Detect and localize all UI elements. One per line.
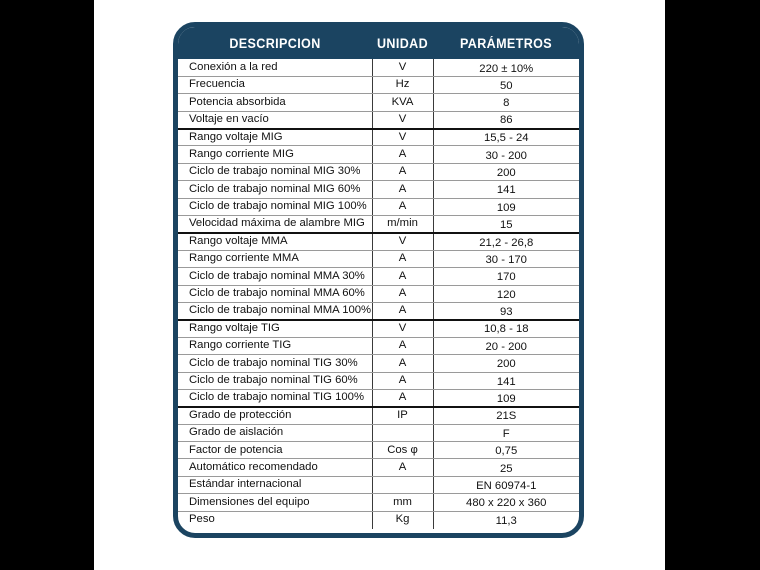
cell-parameter: 25 xyxy=(433,459,579,476)
cell-parameter: 30 - 170 xyxy=(433,250,579,267)
cell-description: Grado de protección xyxy=(178,407,372,424)
cell-description: Dimensiones del equipo xyxy=(178,494,372,511)
table-row xyxy=(178,389,579,406)
table-row xyxy=(178,111,579,128)
cell-description: Ciclo de trabajo nominal MMA 30% xyxy=(178,268,372,285)
cell-unit: V xyxy=(372,129,433,146)
table-row xyxy=(178,511,579,528)
table-row xyxy=(178,198,579,215)
cell-description: Rango corriente MIG xyxy=(178,146,372,163)
specification-table xyxy=(178,59,579,529)
cell-description: Rango voltaje MIG xyxy=(178,129,372,146)
cell-unit: A xyxy=(372,302,433,319)
table-row xyxy=(178,494,579,511)
cell-parameter: 93 xyxy=(433,302,579,319)
cell-unit: Kg xyxy=(372,511,433,528)
cell-unit: A xyxy=(372,163,433,180)
cell-parameter: 109 xyxy=(433,389,579,406)
cell-parameter: 8 xyxy=(433,94,579,111)
cell-parameter: 109 xyxy=(433,198,579,215)
table-row xyxy=(178,216,579,233)
cell-unit: Hz xyxy=(372,76,433,93)
cell-parameter: 200 xyxy=(433,355,579,372)
specification-card xyxy=(173,22,584,538)
letterbox-bar-left xyxy=(0,0,94,570)
cell-description: Rango corriente TIG xyxy=(178,337,372,354)
cell-parameter: 141 xyxy=(433,181,579,198)
cell-description: Ciclo de trabajo nominal TIG 100% xyxy=(178,389,372,406)
cell-description: Grado de aislación xyxy=(178,424,372,441)
cell-parameter: 86 xyxy=(433,111,579,128)
cell-parameter: 141 xyxy=(433,372,579,389)
cell-parameter: 15,5 - 24 xyxy=(433,129,579,146)
cell-parameter: 480 x 220 x 360 xyxy=(433,494,579,511)
cell-description: Conexión a la red xyxy=(178,59,372,76)
cell-unit: A xyxy=(372,355,433,372)
cell-description: Rango corriente MMA xyxy=(178,250,372,267)
cell-parameter: 21,2 - 26,8 xyxy=(433,233,579,250)
cell-unit: KVA xyxy=(372,94,433,111)
cell-parameter: 15 xyxy=(433,216,579,233)
cell-description: Estándar internacional xyxy=(178,476,372,493)
cell-parameter: 30 - 200 xyxy=(433,146,579,163)
cell-description: Voltaje en vacío xyxy=(178,111,372,128)
cell-description: Rango voltaje MMA xyxy=(178,233,372,250)
table-row xyxy=(178,285,579,302)
column-header-unit: UNIDAD xyxy=(376,35,429,51)
cell-description: Ciclo de trabajo nominal MIG 100% xyxy=(178,198,372,215)
cell-unit: V xyxy=(372,59,433,76)
cell-unit: m/min xyxy=(372,216,433,233)
cell-unit xyxy=(372,476,433,493)
cell-parameter: 21S xyxy=(433,407,579,424)
cell-parameter: EN 60974-1 xyxy=(433,476,579,493)
cell-parameter: 200 xyxy=(433,163,579,180)
table-body xyxy=(178,59,579,529)
table-row xyxy=(178,76,579,93)
cell-description: Ciclo de trabajo nominal TIG 30% xyxy=(178,355,372,372)
cell-parameter: 0,75 xyxy=(433,442,579,459)
cell-description: Peso xyxy=(178,511,372,528)
table-row xyxy=(178,59,579,76)
table-row xyxy=(178,250,579,267)
table-row xyxy=(178,459,579,476)
cell-description: Factor de potencia xyxy=(178,442,372,459)
table-row xyxy=(178,355,579,372)
cell-description: Potencia absorbida xyxy=(178,94,372,111)
table-row xyxy=(178,372,579,389)
cell-unit: A xyxy=(372,250,433,267)
table-row xyxy=(178,407,579,424)
table-row xyxy=(178,163,579,180)
table-row xyxy=(178,181,579,198)
cell-parameter: 220 ± 10% xyxy=(433,59,579,76)
cell-unit: A xyxy=(372,389,433,406)
table-row xyxy=(178,233,579,250)
table-row xyxy=(178,320,579,337)
table-row xyxy=(178,146,579,163)
cell-unit: V xyxy=(372,320,433,337)
cell-unit: mm xyxy=(372,494,433,511)
column-header-description: DESCRIPCION xyxy=(229,35,321,51)
table-row xyxy=(178,94,579,111)
cell-parameter: 20 - 200 xyxy=(433,337,579,354)
cell-unit: A xyxy=(372,372,433,389)
cell-unit: A xyxy=(372,146,433,163)
cell-unit: A xyxy=(372,268,433,285)
cell-description: Ciclo de trabajo nominal TIG 60% xyxy=(178,372,372,389)
cell-unit: A xyxy=(372,337,433,354)
cell-unit xyxy=(372,424,433,441)
cell-unit: V xyxy=(372,233,433,250)
cell-description: Frecuencia xyxy=(178,76,372,93)
cell-unit: A xyxy=(372,181,433,198)
cell-parameter: 50 xyxy=(433,76,579,93)
table-row xyxy=(178,337,579,354)
cell-description: Ciclo de trabajo nominal MMA 100% xyxy=(178,302,372,319)
cell-unit: A xyxy=(372,198,433,215)
column-header-parameter: PARÁMETROS xyxy=(459,35,553,51)
cell-unit: IP xyxy=(372,407,433,424)
image-canvas xyxy=(94,0,665,570)
table-row xyxy=(178,442,579,459)
cell-description: Velocidad máxima de alambre MIG xyxy=(178,216,372,233)
cell-description: Ciclo de trabajo nominal MIG 30% xyxy=(178,163,372,180)
table-row xyxy=(178,268,579,285)
cell-parameter: F xyxy=(433,424,579,441)
table-row xyxy=(178,424,579,441)
cell-unit: V xyxy=(372,111,433,128)
letterbox-bar-right xyxy=(665,0,760,570)
cell-parameter: 120 xyxy=(433,285,579,302)
table-row xyxy=(178,476,579,493)
cell-description: Rango voltaje TIG xyxy=(178,320,372,337)
cell-description: Ciclo de trabajo nominal MMA 60% xyxy=(178,285,372,302)
cell-parameter: 170 xyxy=(433,268,579,285)
cell-unit: A xyxy=(372,459,433,476)
cell-parameter: 11,3 xyxy=(495,515,517,528)
table-row xyxy=(178,302,579,319)
cell-parameter: 10,8 - 18 xyxy=(433,320,579,337)
cell-unit: Cos φ xyxy=(372,442,433,459)
cell-unit: A xyxy=(372,285,433,302)
cell-description: Automático recomendado xyxy=(178,459,372,476)
cell-description: Ciclo de trabajo nominal MIG 60% xyxy=(178,181,372,198)
table-header-row xyxy=(178,27,579,59)
table-row xyxy=(178,129,579,146)
